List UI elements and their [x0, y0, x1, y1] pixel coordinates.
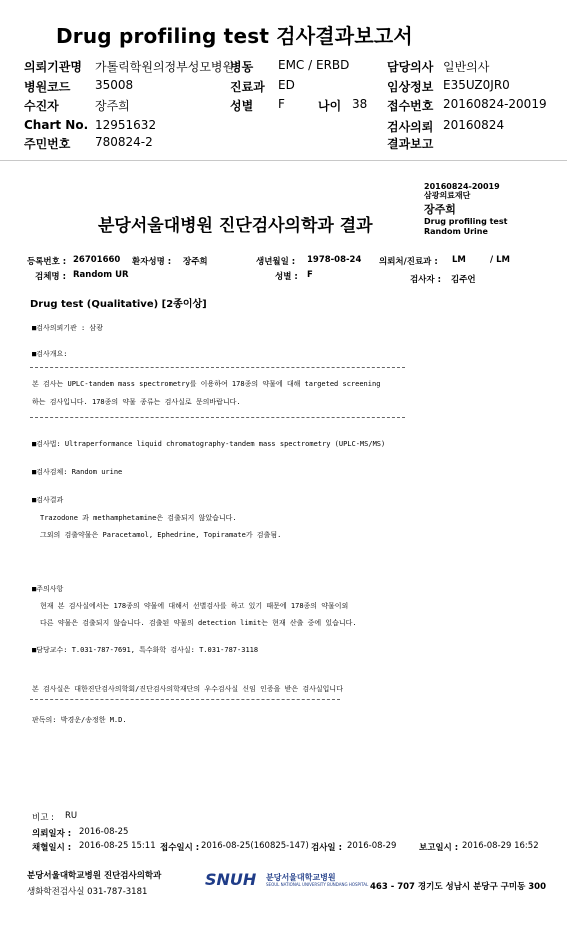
label-result-report: 결과보고 — [387, 137, 434, 151]
stamp-specimen: Random Urine — [424, 227, 488, 236]
value-department: ED — [278, 78, 295, 92]
collection-value: 2016-08-25 15:11 — [79, 841, 156, 851]
stamp-receipt: 20160824-20019 — [424, 182, 500, 191]
section-title: Drug test (Qualitative) [2종이상] — [30, 299, 207, 310]
patient-label: 환자성명 : — [132, 257, 172, 267]
footer-address: 463 - 707 경기도 성남시 분당구 구미동 300 — [370, 882, 547, 892]
receipt-value: 2016-08-25(160825-147) — [201, 841, 309, 851]
label-request-date: 검사의뢰 — [387, 120, 434, 134]
snuh-logo: SNUH — [205, 870, 257, 889]
line-caution-1: 현재 본 검사실에서는 178종의 약물에 대해서 선별검사를 하고 있기 때문에 178종의 약물이외 — [40, 602, 349, 610]
line-result-heading: ■검사결과 — [32, 496, 64, 504]
stamp-test: Drug profiling test — [424, 217, 508, 226]
dob-value: 1978-08-24 — [307, 255, 362, 265]
value-resident-no: 780824-2 — [95, 135, 153, 149]
collection-label: 채혈일시 : — [32, 843, 72, 853]
report-date-value: 2016-08-29 16:52 — [462, 841, 539, 851]
line-overview-2: 하는 검사입니다. 178종의 약물 종류는 검사실로 문의바랍니다. — [32, 398, 241, 406]
label-age: 나이 — [318, 99, 342, 113]
examiner-label: 검사자 : — [410, 275, 441, 285]
line-specimen: ■검사검체: Random urine — [32, 468, 123, 476]
reg-value: 26701660 — [73, 255, 121, 265]
test-date-value: 2016-08-29 — [347, 841, 397, 851]
value-request-date: 20160824 — [443, 118, 505, 132]
examiner-value: 김주언 — [451, 275, 476, 285]
dashed-rule — [30, 417, 405, 418]
hospital-logo-text: 분당서울대학교병원 — [266, 873, 336, 882]
line-reader: 판독의: 박경운/송정한 M.D. — [32, 716, 127, 724]
line-certification: 본 검사실은 대한진단검사의학회/진단검사의학재단의 우수검사실 신임 인증을 받은 검사실입니다 — [32, 685, 343, 693]
label-ward: 병동 — [230, 60, 254, 74]
label-chart-no: Chart No. — [24, 118, 89, 132]
footer-dept-name: 분당서울대학교병원 진단검사의학과 — [27, 871, 162, 881]
dept-value: LM — [452, 255, 466, 265]
label-resident-no: 주민번호 — [24, 137, 71, 151]
value-clinical-info: E35UZ0JR0 — [443, 78, 510, 92]
specimen-label: 검체명 : — [35, 272, 66, 282]
dept-value-2: / LM — [490, 255, 510, 265]
dob-label: 생년월일 : — [256, 257, 296, 267]
dept-label: 의뢰처/진료과 : — [379, 257, 438, 267]
hospital-logo-subtext: SEOUL NATIONAL UNIVERSITY BUNDANG HOSPITAL — [266, 882, 369, 887]
test-date-label: 검사일 : — [311, 843, 342, 853]
value-patient: 장주희 — [95, 99, 130, 113]
sex-label: 성별 : — [275, 272, 298, 282]
sex-value: F — [307, 270, 313, 280]
value-institution: 가톨릭학원의정부성모병원 — [95, 60, 235, 74]
line-overview: ■검사개요: — [32, 350, 68, 358]
label-clinical-info: 임상정보 — [387, 80, 434, 94]
label-department: 진료과 — [230, 80, 265, 94]
note-label: 비고 : — [32, 813, 54, 823]
stamp-name: 장주희 — [424, 203, 456, 216]
document-title: 분당서울대병원 진단검사의학과 결과 — [98, 216, 373, 236]
label-institution: 의뢰기관명 — [24, 60, 82, 74]
line-institution: ■검사의뢰기관 : 삼광 — [32, 324, 103, 332]
value-hospital-code: 35008 — [95, 78, 134, 92]
value-chart-no: 12951632 — [95, 118, 157, 132]
request-date-label: 의뢰일자 : — [32, 829, 72, 839]
specimen-value: Random UR — [73, 270, 129, 280]
value-sex: F — [278, 97, 285, 111]
line-contact: ■담당교수: T.031-787-7691, 특수화학 검사실: T.031-787-3118 — [32, 646, 259, 654]
header-divider — [0, 160, 567, 161]
dashed-rule — [30, 699, 340, 700]
report-title: Drug profiling test 검사결과보고서 — [56, 24, 413, 48]
note-value: RU — [65, 811, 78, 821]
value-receipt-no: 20160824-20019 — [443, 97, 547, 111]
label-patient: 수진자 — [24, 99, 59, 113]
line-result-1: Trazodone 과 methamphetamine은 검출되지 않았습니다. — [40, 514, 237, 522]
label-doctor: 담당의사 — [387, 60, 434, 74]
line-result-2: 그외의 검출약물은 Paracetamol, Ephedrine, Topiramate가 검출됨. — [40, 531, 282, 539]
receipt-label: 접수일시 : — [160, 843, 200, 853]
patient-value: 장주희 — [183, 257, 208, 267]
label-sex: 성별 — [230, 99, 254, 113]
label-receipt-no: 접수번호 — [387, 99, 434, 113]
result-document — [0, 166, 567, 926]
value-doctor: 일반의사 — [443, 60, 490, 74]
line-method: ■검사법: Ultraperformance liquid chromatography-tandem mass spectrometry (UPLC-MS/MS) — [32, 440, 386, 448]
line-overview-1: 본 검사는 UPLC-tandem mass spectrometry를 이용하여 178종의 약물에 대해 targeted screening — [32, 380, 381, 388]
value-ward: EMC / ERBD — [278, 58, 350, 72]
reg-label: 등록번호 : — [27, 257, 67, 267]
label-hospital-code: 병원코드 — [24, 80, 71, 94]
value-age: 38 — [352, 97, 368, 111]
report-date-label: 보고일시 : — [419, 843, 459, 853]
line-caution-2: 다른 약물은 검출되지 않습니다. 검출된 약물의 detection limit는 현재 산출 중에 있습니다. — [40, 619, 357, 627]
stamp-org: 삼광의료재단 — [424, 191, 471, 200]
line-caution-heading: ■주의사항 — [32, 585, 64, 593]
footer-lab-phone: 생화학전검사실 031-787-3181 — [27, 887, 148, 897]
request-date-value: 2016-08-25 — [79, 827, 129, 837]
dashed-rule — [30, 367, 405, 368]
